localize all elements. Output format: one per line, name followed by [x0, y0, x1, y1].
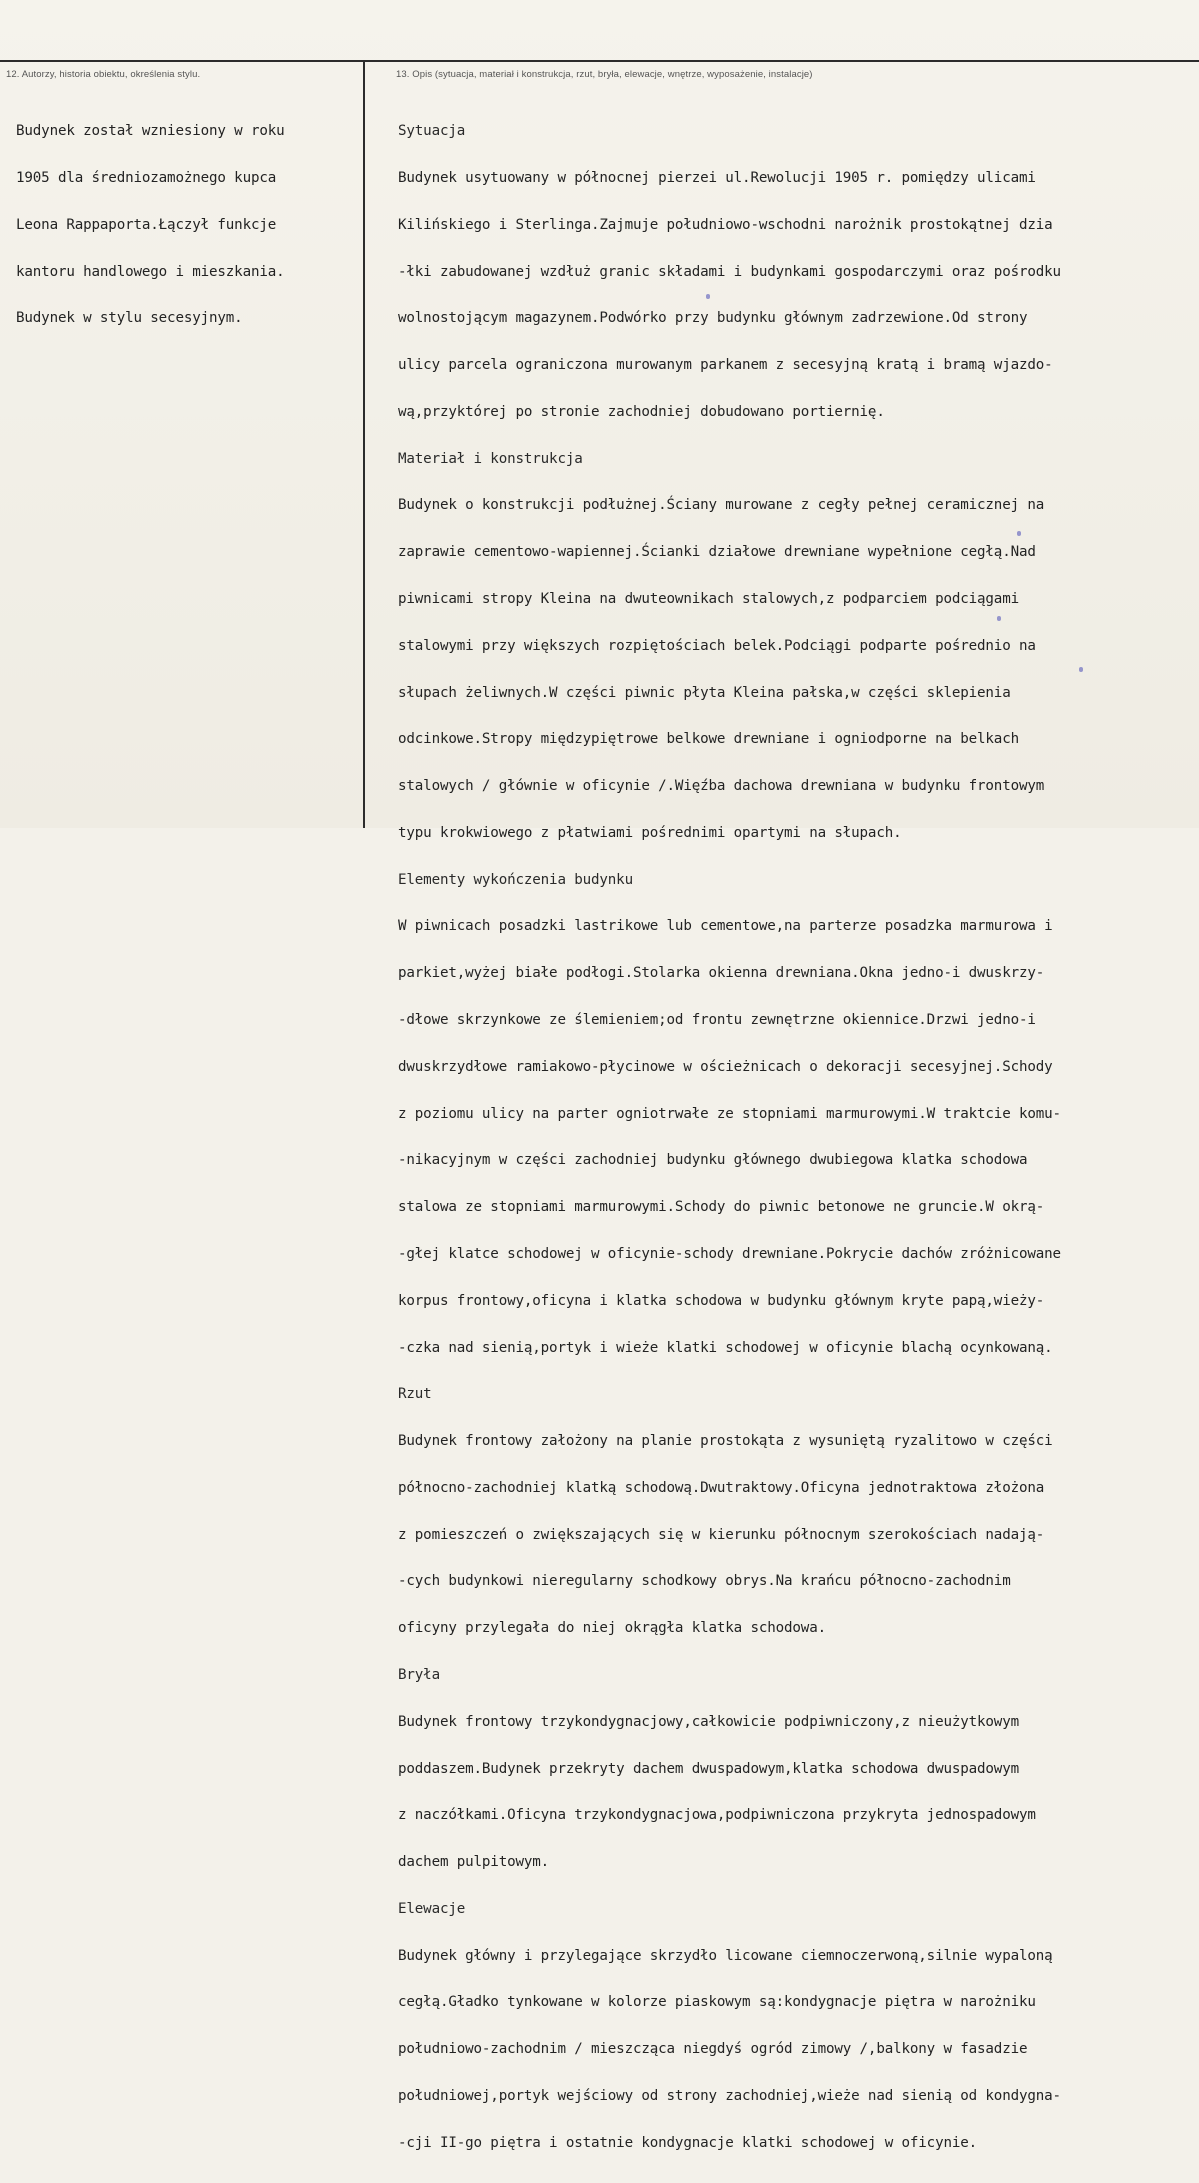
text-line: dachem pulpitowym. [398, 1854, 550, 1871]
section-heading: Bryła [398, 1666, 440, 1683]
text-line: parkiet,wyżej białe podłogi.Stolarka okienna drewniana.Okna jedno-i dwuskrzy- [398, 965, 1045, 982]
section-heading: Elewacje [398, 1900, 466, 1917]
pen-mark [1017, 531, 1021, 536]
pen-mark [997, 616, 1001, 621]
text-line: W piwnicach posadzki lastrikowe lub cementowe,na parterze posadzka marmurowa i [398, 918, 1053, 935]
horizontal-rule [0, 60, 1199, 62]
text-line: wolnostojącym magazynem.Podwórko przy budynku głównym zadrzewione.Od strony [398, 310, 1028, 327]
left-column-text [16, 93, 285, 358]
pen-mark [1079, 667, 1083, 672]
text-line: stalowych / głównie w oficynie /.Więźba dachowa drewniana w budynku frontowym [398, 778, 1045, 795]
text-line: kantoru handlowego i mieszkania. [16, 263, 285, 280]
text-line: oficyny przylegała do niej okrągła klatka schodowa. [398, 1620, 826, 1637]
text-line: poddaszem.Budynek przekryty dachem dwuspadowym,klatka schodowa dwuspadowym [398, 1760, 1019, 1777]
text-line: Budynek frontowy trzykondygnacjowy,całkowicie podpiwniczony,z nieużytkowym [398, 1713, 1019, 1730]
text-line: Budynek o konstrukcji podłużnej.Ściany murowane z cegły pełnej ceramicznej na [398, 497, 1045, 514]
text-line: zaprawie cementowo-wapiennej.Ścianki działowe drewniane wypełnione cegłą.Nad [398, 544, 1036, 561]
section-heading: Sytuacja [398, 123, 466, 140]
text-line: typu krokwiowego z płatwiami pośrednimi opartymi na słupach. [398, 824, 902, 841]
text-line: piwnicami stropy Kleina na dwuteownikach stalowych,z podparciem podciągami [398, 591, 1019, 607]
pen-mark [706, 294, 710, 299]
left-column-label: 12. Autorzy, historia obiektu, określenia stylu. [6, 69, 201, 80]
text-line: -nikacyjnym w części zachodniej budynku głównego dwubiegowa klatka schodowa [398, 1152, 1028, 1169]
text-line: -cji II-go piętra i ostatnie kondygnacje klatki schodowej w oficynie. [398, 2134, 978, 2151]
text-line: -łki zabudowanej wzdłuż granic składami i budynkami gospodarczymi oraz pośrodku [398, 263, 1061, 280]
text-line: odcinkowe.Stropy międzypiętrowe belkowe drewniane i ogniodporne na belkach [398, 731, 1019, 748]
text-line: -czka nad sienią,portyk i wieże klatki schodowej w oficynie blachą ocynkowaną. [398, 1339, 1053, 1356]
text-line: z pomieszczeń o zwiększających się w kierunku północnym szerokościach nadają- [398, 1526, 1045, 1543]
text-line: ulicy parcela ograniczona murowanym parkanem z secesyjną kratą i bramą wjazdo- [398, 357, 1053, 374]
text-line: Budynek w stylu secesyjnym. [16, 310, 243, 327]
text-line: Kilińskiego i Sterlinga.Zajmuje południowo-wschodni narożnik prostokątnej dzia [398, 216, 1053, 233]
text-line: korpus frontowy,oficyna i klatka schodowa w budynku głównym kryte papą,wieży- [398, 1292, 1045, 1309]
text-line: stalowymi przy większych rozpiętościach belek.Podciągi podparte pośrednio na [398, 637, 1036, 654]
text-line: wą,przyktórej po stronie zachodniej dobudowano portiernię. [398, 403, 885, 420]
right-column-text [398, 93, 1061, 2183]
text-line: Leona Rappaporta.Łączył funkcje [16, 216, 277, 233]
text-line: Budynek usytuowany w północnej pierzei ul.Rewolucji 1905 r. pomiędzy ulicami [398, 169, 1036, 186]
text-line: z naczółkami.Oficyna trzykondygnacjowa,podpiwniczona przykryta jednospadowym [398, 1807, 1036, 1824]
text-line: południowej,portyk wejściowy od strony zachodniej,wieże nad sienią od kondygna- [398, 2088, 1061, 2104]
text-line: -dłowe skrzynkowe ze ślemieniem;od frontu zewnętrzne okiennice.Drzwi jedno-i [398, 1012, 1036, 1029]
right-column-label: 13. Opis (sytuacja, materiał i konstrukcja, rzut, bryła, elewacje, wnętrze, wyposażenie, instalacje) [396, 69, 813, 80]
text-line: cegłą.Gładko tynkowane w kolorze piaskowym są:kondygnacje piętra w narożniku [398, 1994, 1036, 2011]
text-line: południowo-zachodnim / mieszcząca niegdyś ogród zimowy /,balkony w fasadzie [398, 2041, 1028, 2058]
section-heading: Rzut [398, 1386, 432, 1403]
text-line: północno-zachodniej klatką schodową.Dwutraktowy.Oficyna jednotraktowa złożona [398, 1479, 1045, 1496]
section-heading: Materiał i konstrukcja [398, 450, 583, 467]
text-line: stalowa ze stopniami marmurowymi.Schody do piwnic betonowe ne gruncie.W okrą- [398, 1199, 1045, 1216]
text-line: Budynek główny i przylegające skrzydło licowane ciemnoczerwoną,silnie wypaloną [398, 1947, 1053, 1964]
text-line: -głej klatce schodowej w oficynie-schody drewniane.Pokrycie dachów zróżnicowane [398, 1245, 1061, 1262]
text-line: słupach żeliwnych.W części piwnic płyta Kleina pałska,w części sklepienia [398, 684, 1011, 701]
text-line: z poziomu ulicy na parter ogniotrwałe ze stopniami marmurowymi.W traktcie komu- [398, 1105, 1061, 1122]
text-line: dwuskrzydłowe ramiakowo-płycinowe w ościeżnicach o dekoracji secesyjnej.Schody [398, 1058, 1053, 1075]
text-line: Budynek został wzniesiony w roku [16, 123, 285, 140]
text-line: 1905 dla średniozamożnego kupca [16, 169, 277, 186]
column-divider [363, 60, 365, 828]
text-line: Budynek frontowy założony na planie prostokąta z wysuniętą ryzalitowo w części [398, 1433, 1053, 1450]
section-heading: Elementy wykończenia budynku [398, 871, 633, 888]
text-line: -cych budynkowi nieregularny schodkowy obrys.Na krańcu północno-zachodnim [398, 1573, 1011, 1590]
